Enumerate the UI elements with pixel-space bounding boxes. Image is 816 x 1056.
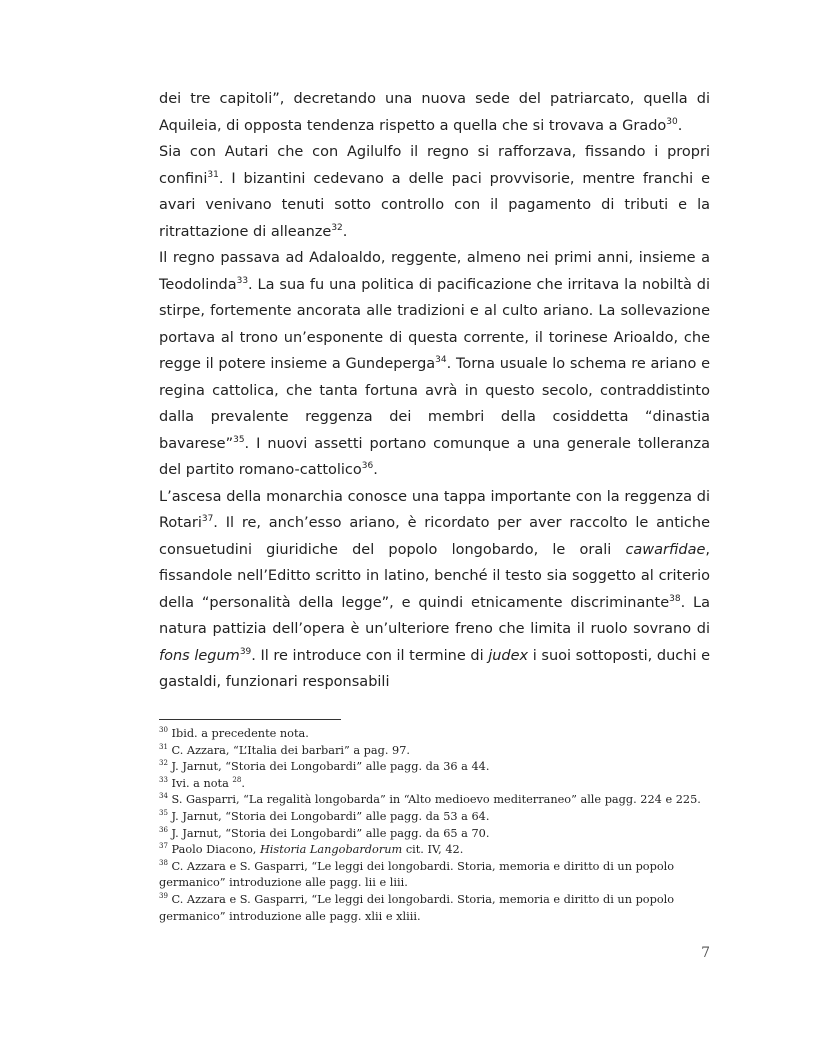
footnote bbox=[159, 826, 711, 843]
footnote bbox=[159, 859, 711, 892]
footnote-number: 30 bbox=[159, 726, 168, 735]
text-run: . bbox=[241, 776, 245, 790]
footnote-number: 33 bbox=[159, 776, 168, 785]
paragraph bbox=[159, 484, 710, 696]
footnote-ref: 33 bbox=[236, 275, 249, 286]
text-run: . Il re introduce con il termine di bbox=[251, 647, 489, 664]
footnotes bbox=[159, 726, 711, 925]
text-run: Ivi. a nota bbox=[167, 776, 233, 790]
text-run: . La sua fu una politica di pacificazione che irritava la nobiltà di stirpe, fortemente ancorata alle tradizioni e al culto ariano. La sollevazione portava al trono un’esponente di questa corrente, il torinese Arioaldo, che regge il potere insieme a Gundeperga bbox=[159, 276, 710, 372]
footnote bbox=[159, 743, 711, 760]
text-run: cit. IV, 42. bbox=[402, 843, 464, 857]
footnote bbox=[159, 776, 711, 793]
italic-text: fons legum bbox=[159, 647, 240, 664]
footnote-ref: 37 bbox=[201, 514, 214, 525]
footnote bbox=[159, 726, 711, 743]
text-run: L’ascesa della monarchia conosce una tappa importante con la reggenza di Rotari bbox=[159, 488, 710, 531]
footnote-ref: 31 bbox=[207, 169, 219, 180]
text-run: . Torna usuale lo schema re ariano e regina cattolica, che tanta fortuna avrà in questo secolo, contraddistinto dalla prevalente reggenza dei membri della cosiddetta “dinastia bavarese” bbox=[159, 356, 711, 452]
paragraph bbox=[159, 245, 710, 484]
page-number: 7 bbox=[701, 945, 710, 961]
text-run: i suoi sottoposti, duchi e gastaldi, funzionari responsabili bbox=[159, 647, 711, 690]
text-run: C. Azzara e S. Gasparri, “Le leggi dei longobardi. Storia, memoria e diritto di un popolo germanico” introduzione alle pagg. lii e liii. bbox=[159, 859, 675, 890]
footnote-number: 35 bbox=[159, 809, 168, 818]
footnote-ref: 35 bbox=[233, 434, 245, 445]
footnote bbox=[159, 842, 711, 859]
footnote bbox=[159, 892, 711, 925]
footnote bbox=[159, 809, 711, 826]
italic-text: Historia Langobardorum bbox=[259, 843, 403, 857]
italic-text: cawarfidae bbox=[625, 541, 706, 558]
footnote-ref: 30 bbox=[666, 116, 678, 127]
text-run: Paolo Diacono, bbox=[167, 843, 260, 857]
italic-text: judex bbox=[488, 647, 529, 664]
footnote-number: 31 bbox=[159, 742, 168, 751]
text-run: . bbox=[373, 462, 378, 478]
text-run: Ibid. a precedente nota. bbox=[167, 727, 309, 740]
text-run: , fissandole nell’Editto scritto in latino, benché il testo sia soggetto al criterio della “personalità della legge”, e quindi etnicamente discriminante bbox=[159, 541, 710, 611]
body-text bbox=[159, 86, 710, 696]
footnote-number: 36 bbox=[159, 825, 168, 834]
text-run: J. Jarnut, “Storia dei Longobardi” alle pagg. da 36 a 44. bbox=[167, 760, 490, 774]
text-run: C. Azzara e S. Gasparri, “Le leggi dei longobardi. Storia, memoria e diritto di un popolo germanico” introduzione alle pagg. xlii e xliii. bbox=[159, 892, 675, 923]
footnote-number: 38 bbox=[159, 858, 168, 867]
text-run: . bbox=[677, 117, 683, 134]
footnote-ref: 32 bbox=[331, 222, 343, 233]
footnote-number: 32 bbox=[159, 759, 168, 768]
text-run: . bbox=[342, 223, 348, 240]
text-run: . I bizantini cedevano a delle paci provvisorie, mentre franchi e avari venivano tenuti sotto controllo con il pagamento di tributi e la ritrattazione di alleanze bbox=[159, 170, 710, 240]
footnote-ref: 28 bbox=[232, 776, 242, 785]
footnote-separator bbox=[159, 719, 341, 720]
footnote-ref: 38 bbox=[669, 593, 681, 604]
text-run: . La natura pattizia dell’opera è un’ulteriore freno che limita il ruolo sovrano di bbox=[159, 594, 710, 637]
text-run: dei tre capitoli”, decretando una nuova sede del patriarcato, quella di Aquileia, di opposta tendenza rispetto a quella che si trovava a Grado bbox=[159, 91, 710, 134]
paragraph bbox=[159, 139, 710, 245]
text-run: . I nuovi assetti portano comunque a una generale tolleranza del partito romano-cattolico bbox=[159, 435, 710, 478]
text-run: Sia con Autari che con Agilulfo il regno si rafforzava, fissando i propri confini bbox=[159, 144, 710, 187]
paragraph bbox=[159, 86, 710, 139]
text-run: . Il re, anch’esso ariano, è ricordato per aver raccolto le antiche consuetudini giuridiche del popolo longobardo, le orali bbox=[159, 515, 710, 558]
text-run: S. Gasparri, “La regalità longobarda” in “Alto medioevo mediterraneo” alle pagg. 224 e 225. bbox=[167, 793, 701, 807]
text-run: J. Jarnut, “Storia dei Longobardi” alle pagg. da 53 a 64. bbox=[167, 809, 490, 823]
footnote-ref: 34 bbox=[435, 355, 447, 366]
text-run: C. Azzara, “L’Italia dei barbari” a pag. 97. bbox=[167, 743, 411, 757]
text-run: Il regno passava ad Adaloaldo, reggente, almeno nei primi anni, insieme a Teodolinda bbox=[159, 250, 710, 293]
footnote bbox=[159, 759, 711, 776]
footnote-ref: 39 bbox=[239, 646, 252, 657]
footnote bbox=[159, 792, 711, 809]
footnote-ref: 36 bbox=[361, 461, 374, 472]
footnote-number: 37 bbox=[159, 842, 168, 851]
text-run: J. Jarnut, “Storia dei Longobardi” alle pagg. da 65 a 70. bbox=[167, 826, 490, 840]
footnote-number: 39 bbox=[159, 892, 168, 901]
footnote-number: 34 bbox=[159, 792, 168, 801]
